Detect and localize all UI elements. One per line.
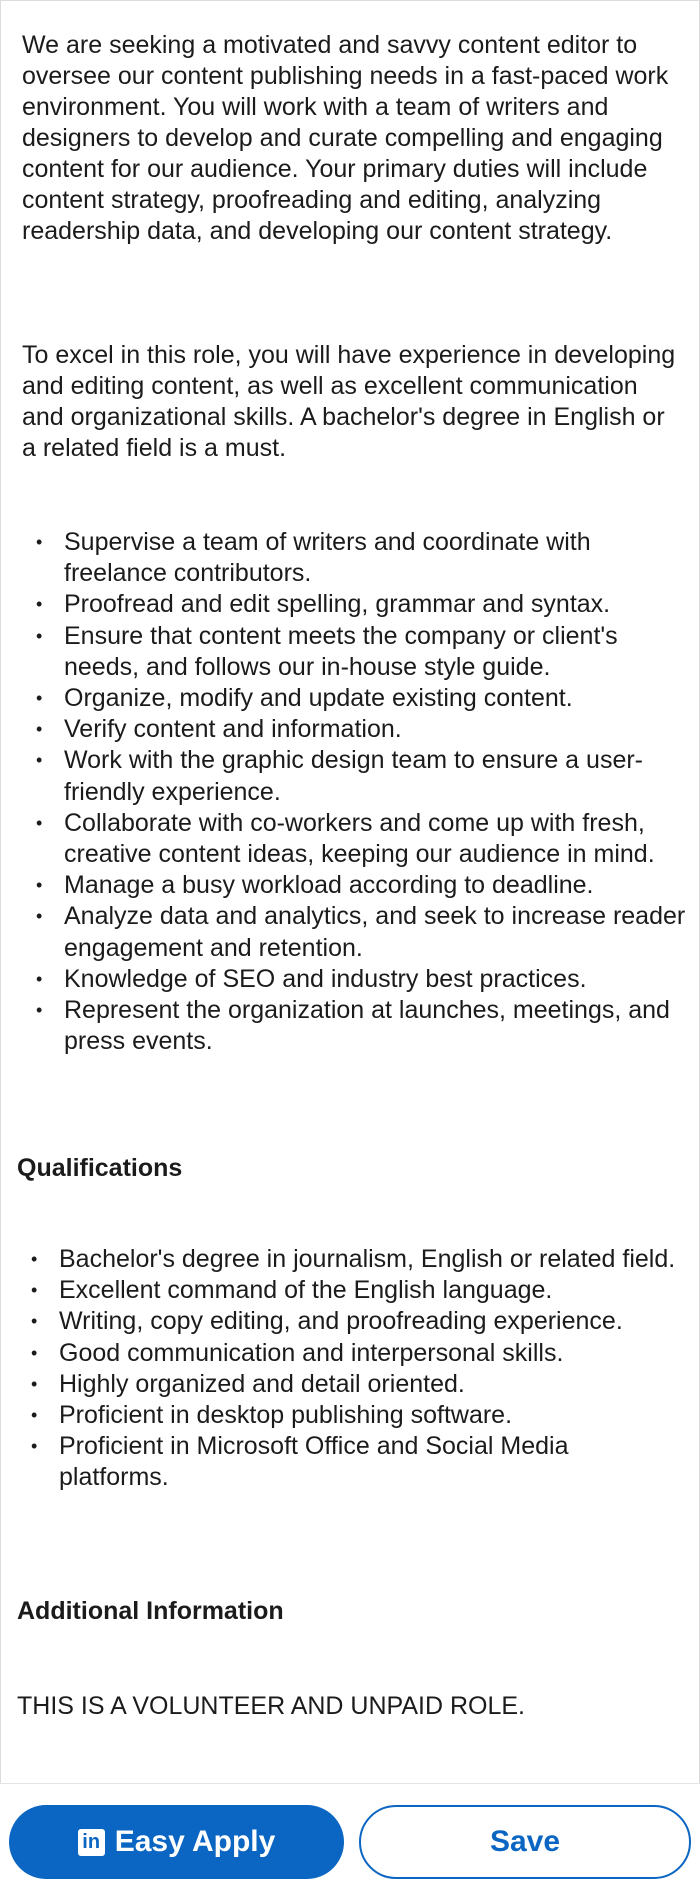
list-item: • Work with the graphic design team to ensure a user-friendly experience. [50,745,690,807]
save-button[interactable] [359,1805,691,1879]
list-item: • Excellent command of the English language. [45,1275,685,1306]
list-item: • Verify content and information. [50,714,690,745]
volunteer-notice: THIS IS A VOLUNTEER AND UNPAID ROLE. [17,1692,525,1720]
duties-list [50,527,690,1057]
easy-apply-label: Easy Apply [114,1825,276,1858]
bottom-action-bar [0,1783,700,1901]
list-item: • Analyze data and analytics, and seek to increase reader engagement and retention. [50,901,690,963]
qualifications-heading: Qualifications [17,1154,183,1182]
list-item: • Bachelor's degree in journalism, English or related field. [45,1244,685,1275]
list-item: • Good communication and interpersonal skills. [45,1338,685,1369]
list-item: • Organize, modify and update existing content. [50,683,690,714]
list-item: • Ensure that content meets the company or client's needs, and follows our in-house style guide. [50,621,690,683]
linkedin-icon: in [78,1829,105,1856]
list-item: • Writing, copy editing, and proofreading experience. [45,1306,685,1337]
list-item: • Supervise a team of writers and coordinate with freelance contributors. [50,527,690,589]
list-item: • Proficient in desktop publishing software. [45,1400,685,1431]
easy-apply-button[interactable] [9,1805,344,1879]
list-item: • Proofread and edit spelling, grammar and syntax. [50,589,690,620]
list-item: • Knowledge of SEO and industry best practices. [50,964,690,995]
list-item: • Collaborate with co-workers and come up with fresh, creative content ideas, keeping our audience in mind. [50,808,690,870]
additional-information-heading: Additional Information [17,1597,284,1625]
list-item: • Represent the organization at launches, meetings, and press events. [50,995,690,1057]
list-item: • Highly organized and detail oriented. [45,1369,685,1400]
qualifications-list [45,1244,685,1494]
list-item: • Manage a busy workload according to deadline. [50,870,690,901]
intro-paragraph: We are seeking a motivated and savvy content editor to oversee our content publishing needs in a fast-paced work environment. You will work with a team of writers and designers to develop and curate compelling and engaging content for our audience. Your primary duties will include content strategy, proofreading and editing, analyzing readership data, and developing our content strategy. [22,31,669,245]
save-label: Save [489,1825,561,1858]
list-item: • Proficient in Microsoft Office and Social Media platforms. [45,1431,685,1493]
requirements-paragraph: To excel in this role, you will have experience in developing and editing content, as well as excellent communication and organizational skills. A bachelor's degree in English or a related field is a must. [22,341,676,462]
